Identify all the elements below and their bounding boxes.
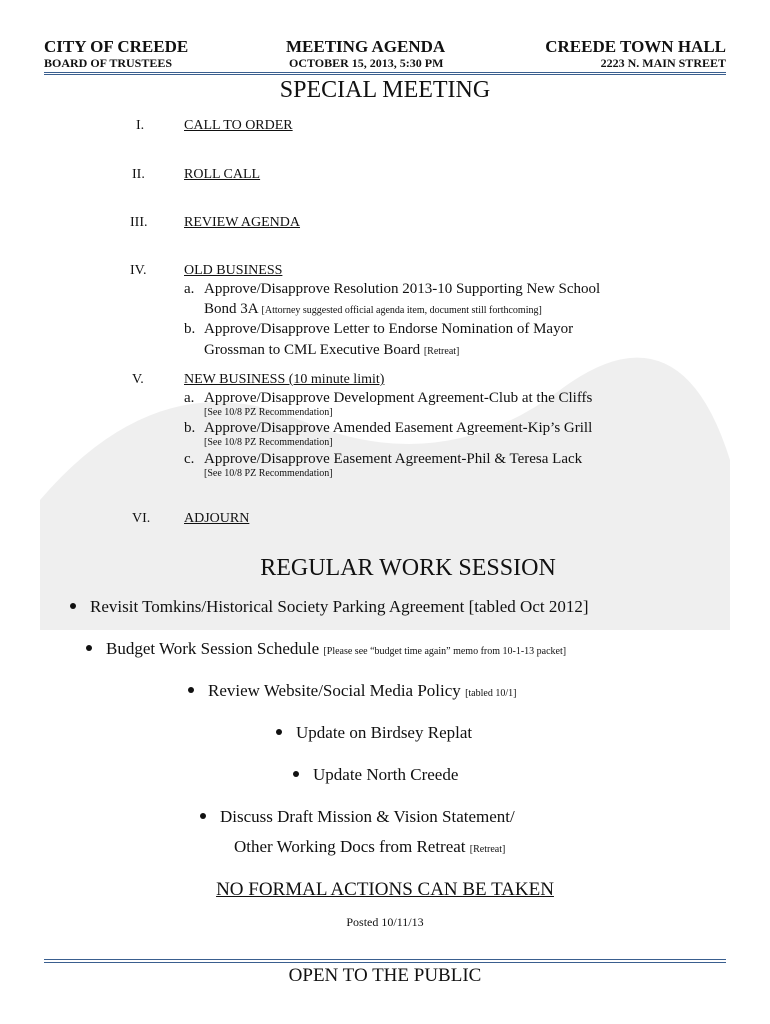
item-old-business: OLD BUSINESS xyxy=(184,263,283,278)
new-business-item-a-note: [See 10/8 PZ Recommendation] xyxy=(204,407,333,418)
header-address: 2223 N. MAIN STREET xyxy=(600,56,726,70)
new-business-letter: a. xyxy=(184,390,195,406)
item-roll-call: ROLL CALL xyxy=(184,167,261,182)
old-business-item-a-note: [Attorney suggested official agenda item, document still forthcoming] xyxy=(261,305,542,316)
new-business-item-c: Approve/Disapprove Easement Agreement-Phil & Teresa Lack xyxy=(204,451,583,467)
bullet-icon xyxy=(276,729,282,735)
item-number: V. xyxy=(132,372,144,387)
work-session-item xyxy=(293,765,458,785)
new-business-item-b: Approve/Disapprove Amended Easement Agreement-Kip’s Grill xyxy=(204,420,593,436)
bullet-icon xyxy=(86,645,92,651)
header-city: CITY OF CREEDE xyxy=(44,37,189,56)
work-session-item xyxy=(70,597,589,617)
bullet-icon xyxy=(70,603,76,609)
new-business-item-a: Approve/Disapprove Development Agreement-Club at the Cliffs xyxy=(204,390,593,406)
work-session-item xyxy=(276,723,472,743)
bullet-icon xyxy=(293,771,299,777)
old-business-letter: a. xyxy=(184,281,195,297)
new-business-letter: c. xyxy=(184,451,195,467)
bullet-icon xyxy=(188,687,194,693)
no-formal-actions: NO FORMAL ACTIONS CAN BE TAKEN xyxy=(216,879,554,900)
open-to-public: OPEN TO THE PUBLIC xyxy=(288,965,482,986)
item-number: I. xyxy=(136,118,145,133)
bullet-icon xyxy=(200,813,206,819)
item-number: II. xyxy=(132,167,145,182)
old-business-item-b-text: Grossman to CML Executive Board xyxy=(204,342,421,358)
header-agenda-title: MEETING AGENDA xyxy=(286,37,446,56)
work-session-item-text: Update North Creede xyxy=(313,765,459,784)
header-location: CREEDE TOWN HALL xyxy=(545,37,726,56)
old-business-item-b-line2 xyxy=(204,342,459,359)
header-divider-2 xyxy=(44,74,726,75)
work-session-item-continuation xyxy=(234,837,505,857)
old-business-item-a: Approve/Disapprove Resolution 2013-10 Supporting New School xyxy=(204,281,601,297)
old-business-item-b-note: [Retreat] xyxy=(423,346,460,357)
old-business-letter: b. xyxy=(184,321,196,337)
work-session-item-note: [Please see “budget time again” memo from 10-1-13 packet] xyxy=(323,646,567,657)
work-session-item-text: Discuss Draft Mission & Vision Statement/ xyxy=(220,807,515,826)
new-business-item-c-note: [See 10/8 PZ Recommendation] xyxy=(204,468,333,479)
old-business-item-a-line2 xyxy=(204,301,542,318)
work-session-item-text: Other Working Docs from Retreat xyxy=(234,837,466,856)
old-business-item-a-text: Bond 3A xyxy=(204,301,258,317)
work-session-item-note: [tabled 10/1] xyxy=(465,688,517,699)
item-number: III. xyxy=(130,215,148,230)
work-session-item-text: Update on Birdsey Replat xyxy=(296,723,473,742)
item-adjourn: ADJOURN xyxy=(184,511,250,526)
item-number: VI. xyxy=(132,511,151,526)
work-session-title: REGULAR WORK SESSION xyxy=(260,555,556,581)
item-call-to-order: CALL TO ORDER xyxy=(184,118,293,133)
work-session-item-text: Budget Work Session Schedule xyxy=(106,639,320,658)
work-session-item-text: Review Website/Social Media Policy xyxy=(208,681,461,700)
new-business-letter: b. xyxy=(184,420,196,436)
work-session-item-text: Revisit Tomkins/Historical Society Parking Agreement [tabled Oct 2012] xyxy=(90,597,589,616)
work-session-item xyxy=(188,681,516,701)
footer-divider-2 xyxy=(44,962,726,963)
header-date: OCTOBER 15, 2013, 5:30 PM xyxy=(289,56,444,70)
work-session-item-note: [Retreat] xyxy=(469,844,506,855)
old-business-item-b: Approve/Disapprove Letter to Endorse Nomination of Mayor xyxy=(204,321,574,337)
work-session-item xyxy=(200,807,515,827)
item-new-business: NEW BUSINESS (10 minute limit) xyxy=(184,372,385,387)
header-board: BOARD OF TRUSTEES xyxy=(44,56,173,70)
item-number: IV. xyxy=(130,263,147,278)
footer-divider xyxy=(44,959,726,960)
header-divider xyxy=(44,72,726,73)
posted-date: Posted 10/11/13 xyxy=(346,915,424,929)
new-business-item-b-note: [See 10/8 PZ Recommendation] xyxy=(204,437,333,448)
watermark-text: EST. 1892 xyxy=(520,561,663,598)
item-review-agenda: REVIEW AGENDA xyxy=(184,215,301,230)
work-session-item xyxy=(86,639,566,659)
special-meeting-title: SPECIAL MEETING xyxy=(279,77,491,103)
